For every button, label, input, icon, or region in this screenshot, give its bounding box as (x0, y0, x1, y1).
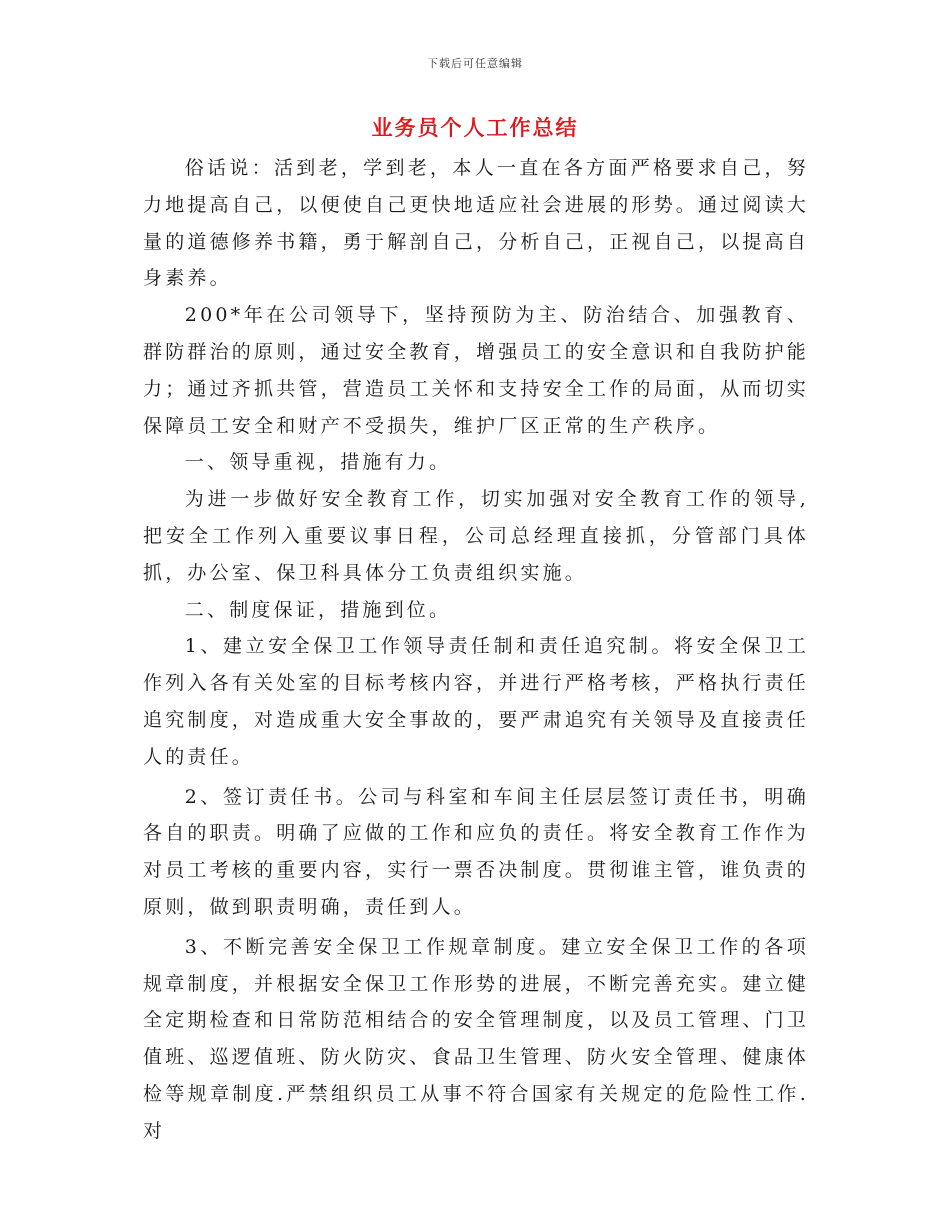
paragraph-item-3: 3、不断完善安全保卫工作规章制度。建立安全保卫工作的各项规章制度，并根据安全保卫工作形势的进展，不断完善充实。建立健全定期检查和日常防范相结合的安全管理制度，以及员工管理、门卫值班、巡逻值班、防火防灾、食品卫生管理、防火安全管理、健康体检等规章制度.严禁组织员工从事不符合国家有关规定的危险性工作.对 (143, 935, 810, 1142)
paragraph-item-2: 2、签订责任书。公司与科室和车间主任层层签订责任书，明确各自的职责。明确了应做的工作和应负的责任。将安全教育工作作为对员工考核的重要内容，实行一票否决制度。贯彻谁主管，谁负责的原则，做到职责明确，责任到人。 (143, 785, 810, 918)
paragraph-item-1: 1、建立安全保卫工作领导责任制和责任追究制。将安全保卫工作列入各有关处室的目标考核内容，并进行严格考核，严格执行责任追究制度，对造成重大安全事故的，要严肃追究有关领导及直接责任人的责任。 (143, 635, 810, 768)
section-heading-2: 二、制度保证，措施到位。 (184, 598, 452, 621)
header-note: 下载后可任意编辑 (427, 57, 523, 70)
paragraph-overview: 200*年在公司领导下，坚持预防为主、防治结合、加强教育、群防群治的原则，通过安全教育，增强员工的安全意识和自我防护能力；通过齐抓共管，营造员工关怀和支持安全工作的局面，从而切实保障员工安全和财产不受损失，维护厂区正常的生产秩序。 (143, 304, 810, 437)
document-body (143, 150, 809, 1150)
document-title: 业务员个人工作总结 (371, 115, 579, 140)
paragraph-intro: 俗话说：活到老，学到老，本人一直在各方面严格要求自己，努力地提高自己，以便使自己更快地适应社会进展的形势。通过阅读大量的道德修养书籍，勇于解剖自己，分析自己，正视自己，以提高自身素养。 (143, 157, 810, 290)
section-heading-1: 一、领导重视，措施有力。 (184, 451, 452, 474)
paragraph-leadership: 为进一步做好安全教育工作，切实加强对安全教育工作的领导,把安全工作列入重要议事日程，公司总经理直接抓，分管部门具体抓，办公室、保卫科具体分工负责组织实施。 (143, 488, 809, 584)
